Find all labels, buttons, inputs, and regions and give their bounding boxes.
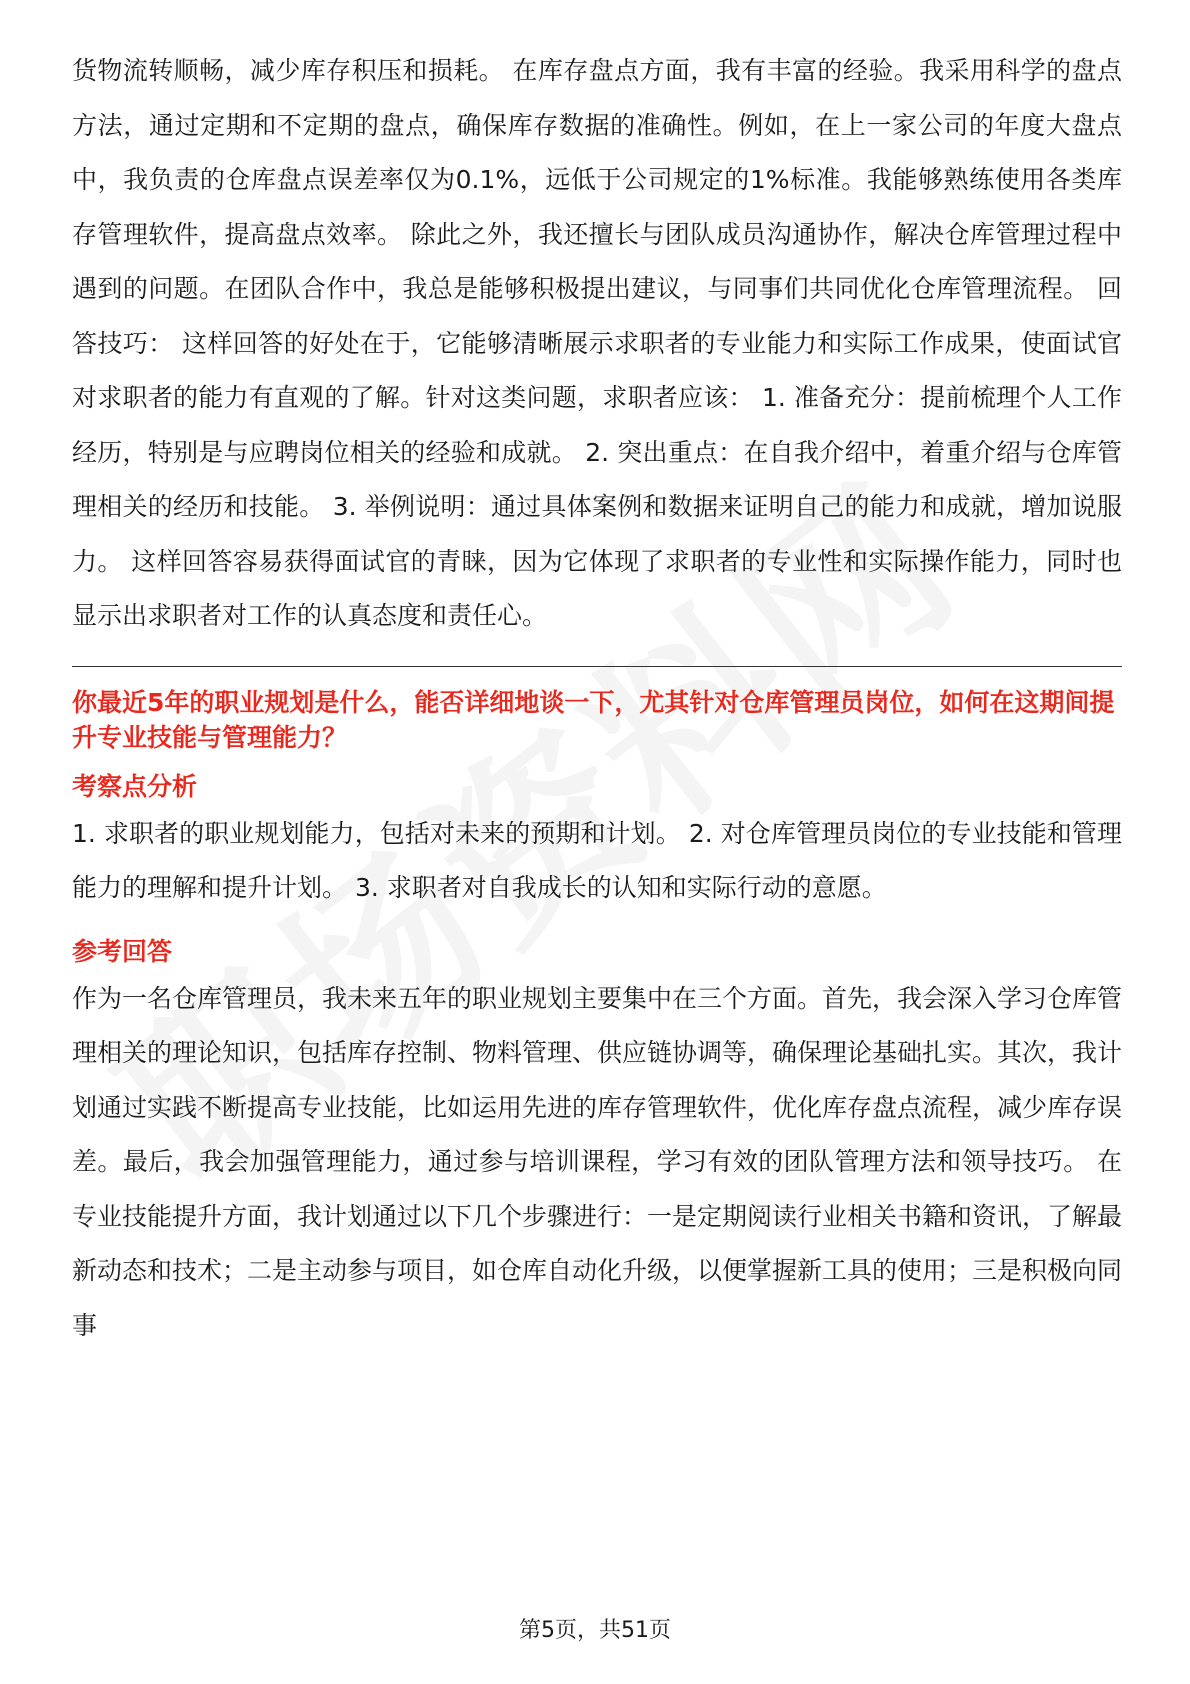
- section-divider: [72, 666, 1122, 667]
- continued-answer-text: 货物流转顺畅，减少库存积压和损耗。 在库存盘点方面，我有丰富的经验。我采用科学的盘点方法，通过定期和不定期的盘点，确保库存数据的准确性。例如，在上一家公司的年度大盘点中，我负责的仓库盘点误差率仅为0.1%，远低于公司规定的1%标准。我能够熟练使用各类库存管理软件，提高盘点效率。 除此之外，我还擅长与团队成员沟通协作，解决仓库管理过程中遇到的问题。在团队合作中，我总是能够积极提出建议，与同事们共同优化仓库管理流程。 回答技巧： 这样回答的好处在于，它能够清晰展示求职者的专业能力和实际工作成果，使面试官对求职者的能力有直观的了解。针对这类问题，求职者应该： 1. 准备充分：提前梳理个人工作经历，特别是与应聘岗位相关的经验和成就。 2. 突出重点：在自我介绍中，着重介绍与仓库管理相关的经历和技能。 3. 举例说明：通过具体案例和数据来证明自己的能力和成就，增加说服力。 这样回答容易获得面试官的青睐，因为它体现了求职者的专业性和实际操作能力，同时也显示出求职者对工作的认真态度和责任心。: [72, 56, 1122, 630]
- answer-text: 作为一名仓库管理员，我未来五年的职业规划主要集中在三个方面。首先，我会深入学习仓库管理相关的理论知识，包括库存控制、物料管理、供应链协调等，确保理论基础扎实。其次，我计划通过实践不断提高专业技能，比如运用先进的库存管理软件，优化库存盘点流程，减少库存误差。最后，我会加强管理能力，通过参与培训课程，学习有效的团队管理方法和领导技巧。 在专业技能提升方面，我计划通过以下几个步骤进行：一是定期阅读行业相关书籍和资讯，了解最新动态和技术；二是主动参与项目，如仓库自动化升级，以便掌握新工具的使用；三是积极向同事: [72, 983, 1123, 1340]
- question-heading: 你最近5年的职业规划是什么，能否详细地谈一下，尤其针对仓库管理员岗位，如何在这期间提升专业技能与管理能力？: [72, 687, 1115, 752]
- page-footer: 第5页，共51页: [519, 1618, 671, 1643]
- answer-title: 参考回答: [72, 936, 173, 966]
- page-content: [72, 44, 1122, 1353]
- analysis-text: 1. 求职者的职业规划能力，包括对未来的预期和计划。 2. 对仓库管理员岗位的专业技能和管理能力的理解和提升计划。 3. 求职者对自我成长的认知和实际行动的意愿。: [72, 818, 1122, 902]
- analysis-title: 考察点分析: [72, 771, 198, 801]
